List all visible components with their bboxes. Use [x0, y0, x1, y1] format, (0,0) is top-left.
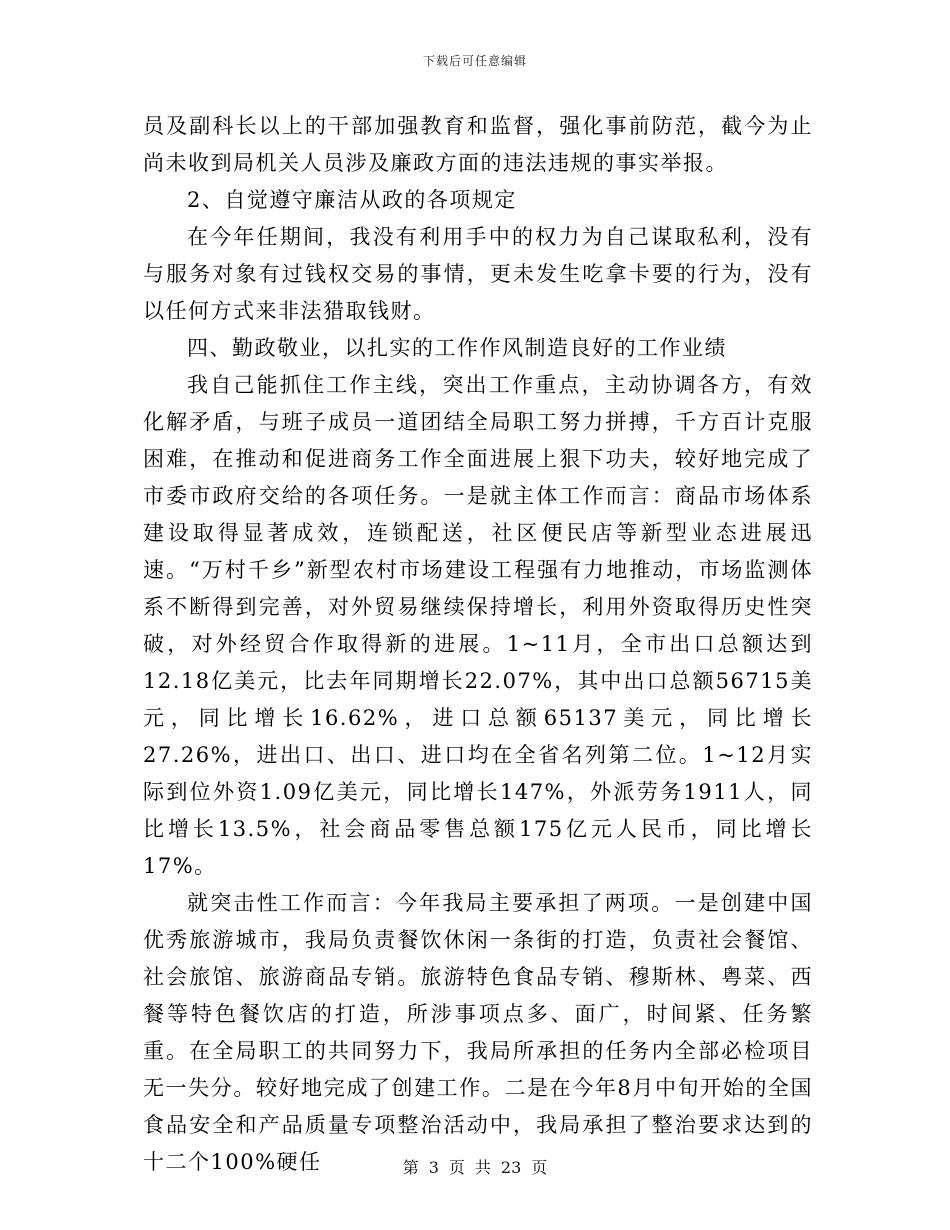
paragraph-6: 就突击性工作而言：今年我局主要承担了两项。一是创建中国优秀旅游城市，我局负责餐饮休闲一条街的打造，负责社会餐馆、社会旅馆、旅游商品专销。旅游特色食品专销、穆斯林、粤菜、西餐等特色餐饮店的打造，所涉事项点多、面广，时间紧、任务繁重。在全局职工的共同努力下，我局所承担的任务内全部必检项目无一失分。较好地完成了创建工作。二是在今年8月中旬开始的全国食品安全和产品质量专项整治活动中，我局承担了整治要求达到的十二个100%硬任: [143, 891, 813, 1174]
current-page-number: 3: [428, 1158, 439, 1177]
paragraph-4-heading: 四、勤政敬业，以扎实的工作作风制造良好的工作业绩: [187, 336, 727, 360]
paragraph-3: 在今年任期间，我没有利用手中的权力为自己谋取私利，没有与服务对象有过钱权交易的事情，更未发生吃拿卡要的行为，没有以任何方式来非法猎取钱财。: [143, 225, 813, 323]
footer-total-label: 共: [474, 1158, 491, 1177]
paragraph-1: 员及副科长以上的干部加强教育和监督，强化事前防范，截今为止尚未收到局机关人员涉及廉政方面的违法违规的事实举报。: [143, 114, 813, 175]
document-body: [143, 108, 813, 1181]
footer-prefix: 第: [402, 1158, 419, 1177]
page-footer: [0, 1155, 950, 1178]
footer-suffix: 页: [531, 1158, 548, 1177]
paragraph-5: 我自己能抓住工作主线，突出工作重点，主动协调各方，有效化解矛盾，与班子成员一道团结全局职工努力拼搏，千方百计克服困难，在推动和促进商务工作全面进展上狠下功夫，较好地完成了市委市政府交给的各项任务。一是就主体工作而言：商品市场体系建设取得显著成效，连锁配送，社区便民店等新型业态进展迅速。“万村千乡”新型农村市场建设工程强有力地推动，市场监测体系不断得到完善，对外贸易继续保持增长，利用外资取得历史性突破，对外经贸合作取得新的进展。1~11月，全市出口总额达到12.18亿美元，比去年同期增长22.07%，其中出口总额56715美元，同比增长16.62%，进口总额65137美元，同比增长27.26%，进出口、出口、进口均在全省名列第二位。1~12月实际到位外资1.09亿美元，同比增长147%，外派劳务1911人，同比增长13.5%，社会商品零售总额175亿元人民币，同比增长17%。: [143, 373, 813, 878]
page-header: 下载后可任意编辑: [422, 54, 527, 68]
total-pages-number: 23: [500, 1158, 522, 1177]
footer-page-label: 页: [448, 1158, 465, 1177]
paragraph-2-heading: 2、自觉遵守廉洁从政的各项规定: [187, 188, 517, 212]
